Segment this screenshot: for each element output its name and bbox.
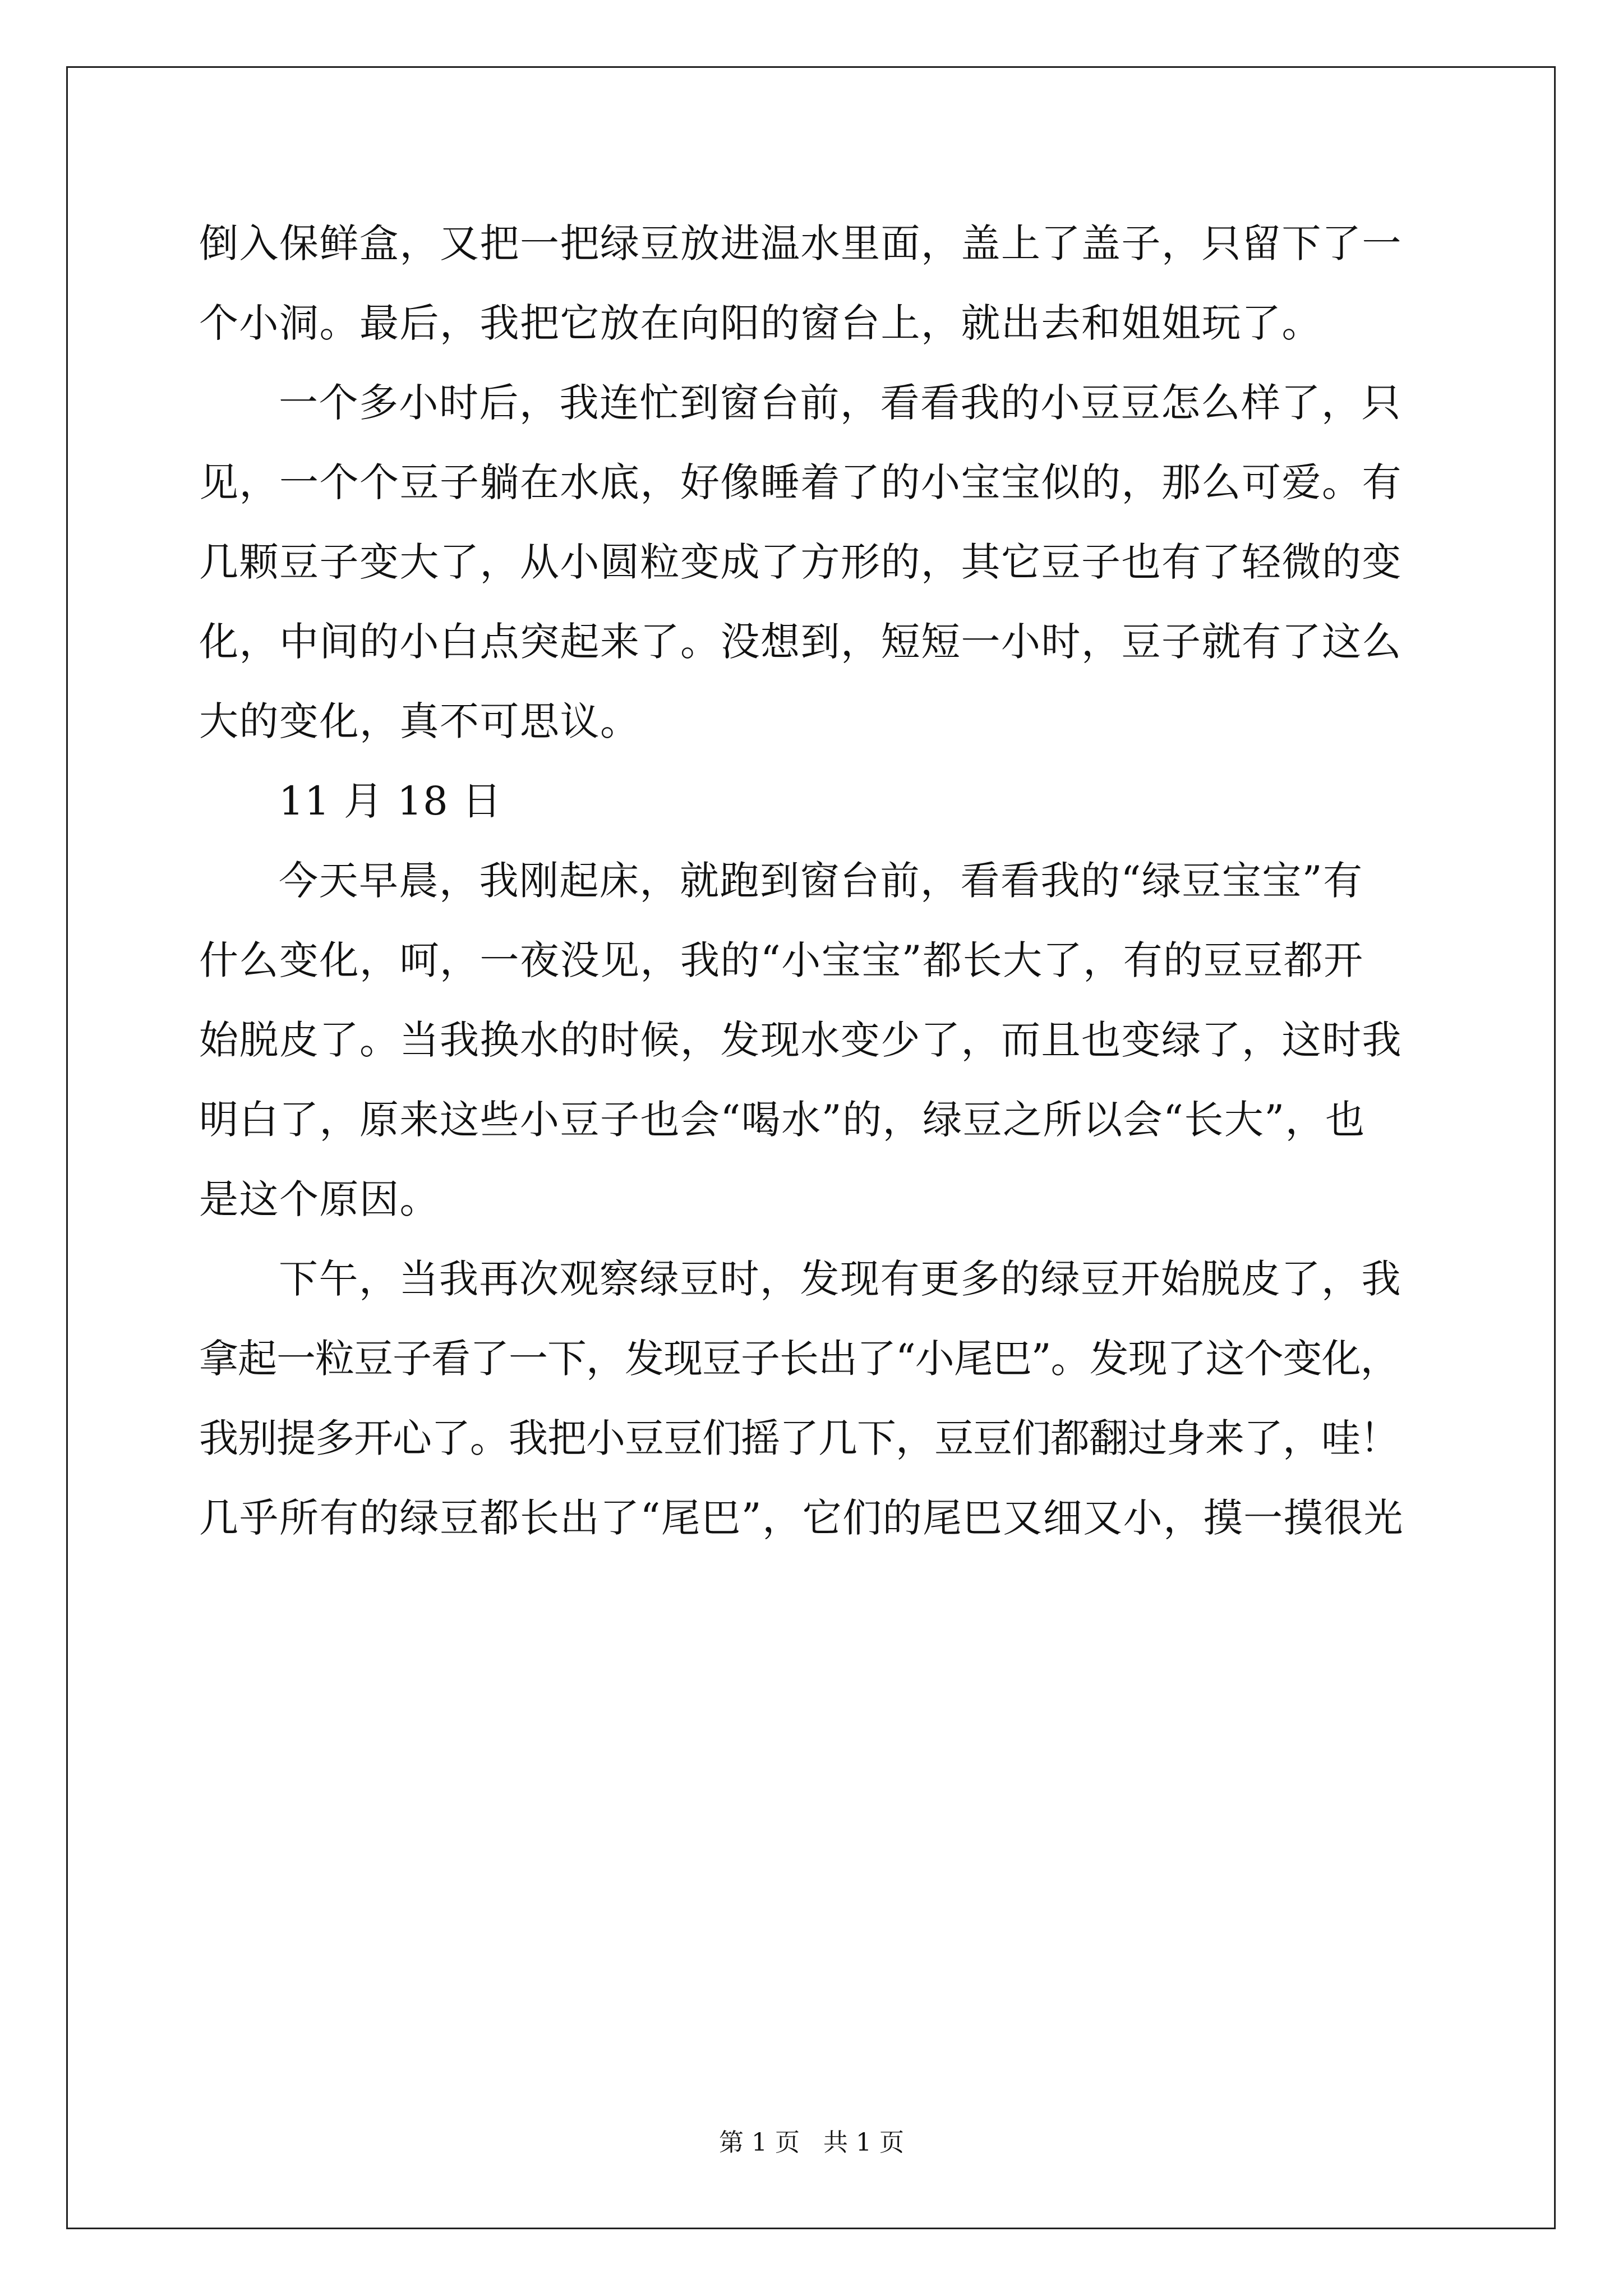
text-line: 是这个原因。 [199,1176,440,1222]
text-line: 我别提多开心了。我把小豆豆们摇了几下，豆豆们都翻过身来了，哇！ [199,1415,1399,1461]
text-line: 拿起一粒豆子看了一下，发现豆子长出了“小尾巴”。发现了这个变化， [199,1336,1399,1382]
text-line: 见，一个个豆子躺在水底，好像睡着了的小宝宝似的，那么可爱。有 [199,459,1402,505]
text-line: 几乎所有的绿豆都长出了“尾巴”，它们的尾巴又细又小，摸一摸很光 [199,1495,1404,1541]
text-line: 始脱皮了。当我换水的时候，发现水变少了，而且也变绿了，这时我 [199,1017,1402,1063]
paragraph-start-line: 今天早晨，我刚起床，就跑到窗台前，看看我的“绿豆宝宝”有 [279,858,1363,904]
date-heading: 11 月 18 日 [279,778,502,824]
text-line: 个小洞。最后，我把它放在向阳的窗台上，就出去和姐姐玩了。 [199,300,1322,346]
text-line: 倒入保鲜盒，又把一把绿豆放进温水里面，盖上了盖子，只留下了一 [199,220,1402,266]
text-line: 大的变化，真不可思议。 [199,698,640,744]
paragraph-start-line: 下午，当我再次观察绿豆时，发现有更多的绿豆开始脱皮了，我 [279,1256,1401,1302]
text-line: 明白了，原来这些小豆子也会“喝水”的，绿豆之所以会“长大”，也 [199,1097,1366,1143]
text-line: 什么变化，呵，一夜没见，我的“小宝宝”都长大了，有的豆豆都开 [199,937,1364,983]
text-line: 化，中间的小白点突起来了。没想到，短短一小时，豆子就有了这么 [199,619,1402,665]
page-number-footer: 第 1 页 共 1 页 [719,2128,904,2157]
paragraph-start-line: 一个多小时后，我连忙到窗台前，看看我的小豆豆怎么样了，只 [279,380,1401,426]
text-line: 几颗豆子变大了，从小圆粒变成了方形的，其它豆子也有了轻微的变 [199,539,1402,585]
